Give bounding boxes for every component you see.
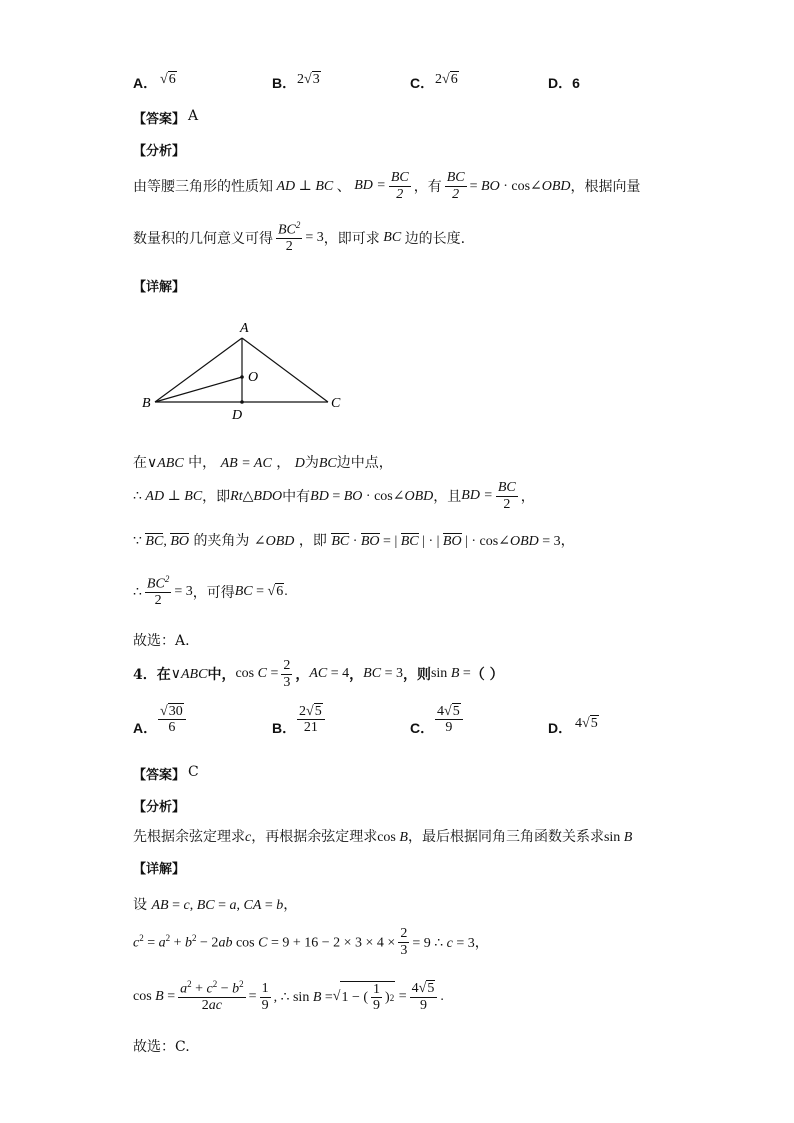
detail-text: 设 [133,897,147,913]
label-c: C [331,396,341,411]
detail-text: 在 [133,455,147,471]
analysis-text: ，根据向量 [570,179,641,195]
q4-option-d-value: 4√5 [575,716,598,731]
q3-detail-line4: ∴ $\frac{BC^2}{2}$ = 3 ，可得 BC = √6. [133,574,288,609]
question-text: 中， [207,667,236,683]
q4-detail-line2: $c^2 = a^2 + b^2 - 2ab$ cos C = 9 + 16 − 2 × 3 × 4 × $\frac{2}{3}$ = 9 ∴ c = 3， [133,926,489,958]
q4-detail-line3: cos B = $\frac{a^2 + c^2 - b^2}{2ac}$ = $\frac{1}{9}$ , ∴ sin B = √ 1 − ( $\frac{1}{9}$ ) 2 = $\frac{4√5}{9}$ . [133,979,444,1014]
label-b: B [142,396,151,411]
analysis-tag: 【分析】 [133,144,186,159]
analysis-tag: 【分析】 [133,800,186,815]
analysis-text: 由等腰三角形的性质知 [133,179,273,195]
question-text: ， [349,667,364,683]
q4-stem: 4．在 ∨ABC 中， cos C = $\frac{2}{3}$ ， AC = 4 ， BC = 3 ，则 sin B = （ ） [133,658,504,690]
q3-option-b-value: 2√3 [297,72,320,87]
q3-detail-line3: ∵ BC, BO 的夹角为 ∠OBD ，即 BC · BO = | BC | · | BO | · cos∠OBD = 3， [133,533,575,549]
q4-option-c-label: C． [410,720,435,736]
q3-option-d: D．6 [548,75,580,91]
detail-text: ，即 [202,489,231,505]
q4-options [0,704,794,748]
analysis-text: 数量积的几何意义可得 [133,231,273,247]
answer-value: C [188,764,199,780]
q4-option-a-value: $\frac{√30}{6}$ [158,704,186,736]
q3-options [0,72,794,94]
detail-text: ，即 [298,533,327,549]
detail-text: 为 [304,455,319,471]
question-text: ， [295,667,310,683]
q3-detail-line1: 在∨ABC 中， AB = AC ， D为BC边中点， [133,455,393,471]
detail-text: 中有 [282,489,311,505]
label-a: A [240,321,249,336]
analysis-text: ，再根据余弦定理求 [251,829,378,845]
analysis-text: ，最后根据同角三角函数关系求 [407,829,604,845]
answer-tag: 【答案】 [133,768,186,783]
detail-text: 中， [188,455,217,471]
question-number: 4．在 [133,667,171,683]
question-text: ，则 [402,667,431,683]
analysis-text: 先根据余弦定理求 [133,829,245,845]
analysis-text: ，有 [413,179,442,195]
q4-option-b-value: $\frac{2√5}{21}$ [297,704,325,736]
detail-tag: 【详解】 [133,280,186,295]
q3-option-c-value: 2√6 [435,72,458,87]
answer-value: A [188,108,199,124]
detail-text: 边中点， [336,455,393,471]
question-text: （ ） [470,667,504,683]
detail-text: ，且 [433,489,462,505]
q4-option-b-label: B． [272,720,297,736]
final-answer: 故选：A. [133,633,190,649]
q3-option-b-label: B． [272,75,297,91]
detail-text: ， [276,455,291,471]
q3-analysis-line2: 数量积的几何意义可得 $\frac{BC^2}{2}$ = 3 ，即可求 BC 边的长度. [133,220,466,255]
triangle-figure [130,315,360,425]
q4-option-d-label: D． [548,720,573,736]
analysis-text: ，即可求 [323,231,380,247]
analysis-text: 边的长度. [404,231,466,247]
detail-text: 的夹角为 [193,533,250,549]
detail-tag: 【详解】 [133,862,186,877]
label-o: O [248,370,259,385]
q4-option-c-value: $\frac{4√5}{9}$ [435,704,463,736]
label-d: D [232,408,243,423]
q3-analysis-line1: 由等腰三角形的性质知 AD ⊥ BC 、 BD = $\frac{BC}{2}$ ，有 $\frac{BC}{2}$ = BO · cos∠OBD ，根据向量 [133,170,641,202]
final-answer: 故选：C. [133,1039,190,1055]
q3-option-a-value: √6 [160,72,176,87]
answer-tag: 【答案】 [133,112,186,127]
q3-detail-line2: ∴ AD ⊥ BC ，即 Rt△BDO 中有 BD = BO · cos∠OBD ，且 BD = $\frac{BC}{2}$ ， [133,480,535,512]
q3-option-a-label: A． [133,75,158,91]
q3-option-c-label: C． [410,75,435,91]
detail-text: ，可得 [192,585,235,601]
q4-option-a-label: A． [133,720,158,736]
